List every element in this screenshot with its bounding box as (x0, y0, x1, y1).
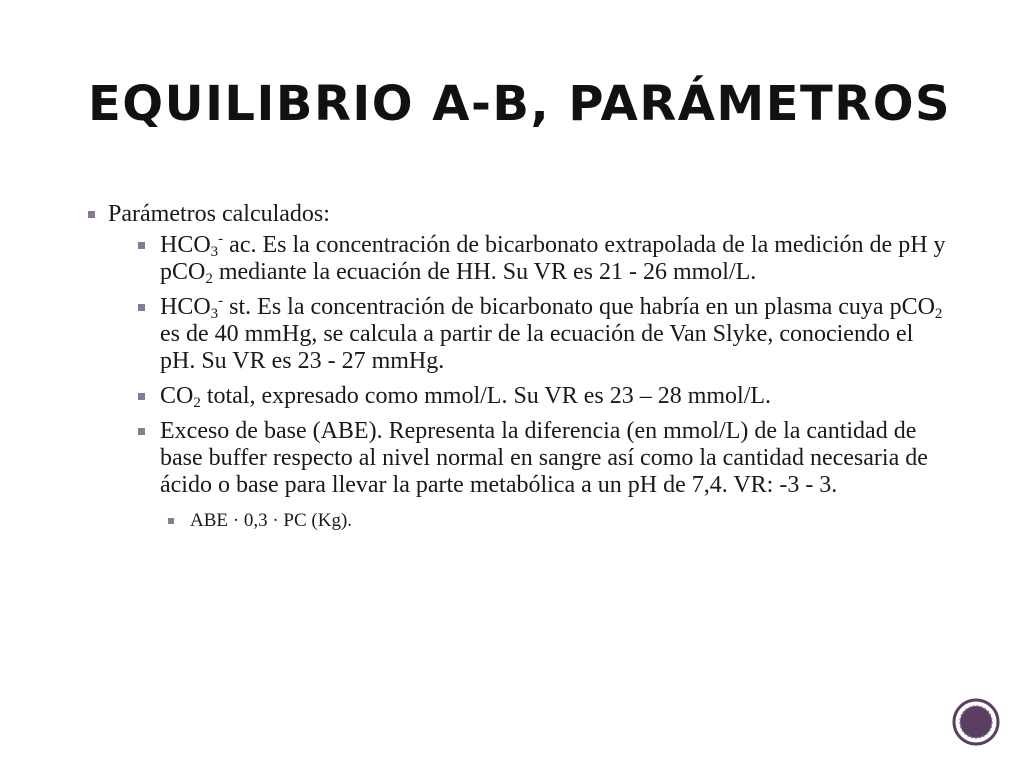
list-subitem (160, 509, 948, 533)
subscript: 2 (934, 306, 943, 322)
square-bullet-icon (138, 428, 145, 435)
item-text-part: HCO (160, 232, 211, 258)
square-bullet-icon (168, 518, 174, 524)
item-text: Exceso de base (ABE). Representa la diferencia (en mmol/L) de la cantidad de base buffer respecto al nivel normal en sangre así como la cantidad necesaria de ácido o base para llevar la parte metabólica a un pH de 7,4. VR: -3 - 3. (160, 418, 928, 498)
square-bullet-icon (138, 242, 145, 249)
square-bullet-icon (138, 393, 145, 400)
subitem-text: ABE · 0,3 · PC (Kg). (190, 510, 353, 531)
item-text-part: mediante la ecuación de HH. Su VR es 21 - 26 mmol/L. (212, 259, 757, 285)
bullet-list-level-2 (108, 232, 948, 533)
item-text-part: ac. Es la concentración de bicarbonato extrapolada de la medición de pH y pCO (160, 232, 946, 285)
subscript: 2 (205, 271, 213, 287)
circle-logo-icon (952, 698, 1000, 746)
slide-content (88, 200, 948, 533)
item-text-part: HCO (160, 294, 211, 320)
subscript: 3 (210, 306, 219, 322)
list-item (108, 232, 948, 286)
square-bullet-icon (138, 304, 145, 311)
square-bullet-icon (88, 211, 95, 218)
subscript: 2 (193, 395, 201, 411)
superscript: - (218, 231, 224, 247)
item-text-part: CO (160, 383, 194, 409)
heading-text: Parámetros calculados: (108, 201, 330, 227)
superscript: - (218, 293, 224, 309)
item-text-part: es de 40 mmHg, se calcula a partir de la ecuación de Van Slyke, conociendo el pH. Su VR es 23 - 27 mmHg. (160, 321, 914, 374)
list-item (108, 418, 948, 533)
subscript: 3 (210, 244, 219, 260)
list-item (108, 383, 948, 410)
slide-top-border (0, 0, 1024, 8)
slide-title: EQUILIBRIO A-B, PARÁMETROS (88, 76, 952, 132)
bullet-list-level-1 (88, 200, 948, 533)
list-item (108, 294, 948, 375)
item-text-part: st. Es la concentración de bicarbonato que habría en un plasma cuya pCO (223, 294, 935, 320)
item-text-part: total, expresado como mmol/L. Su VR es 23 – 28 mmol/L. (200, 383, 772, 409)
list-item-heading (88, 200, 948, 533)
bullet-list-level-3 (160, 509, 948, 533)
